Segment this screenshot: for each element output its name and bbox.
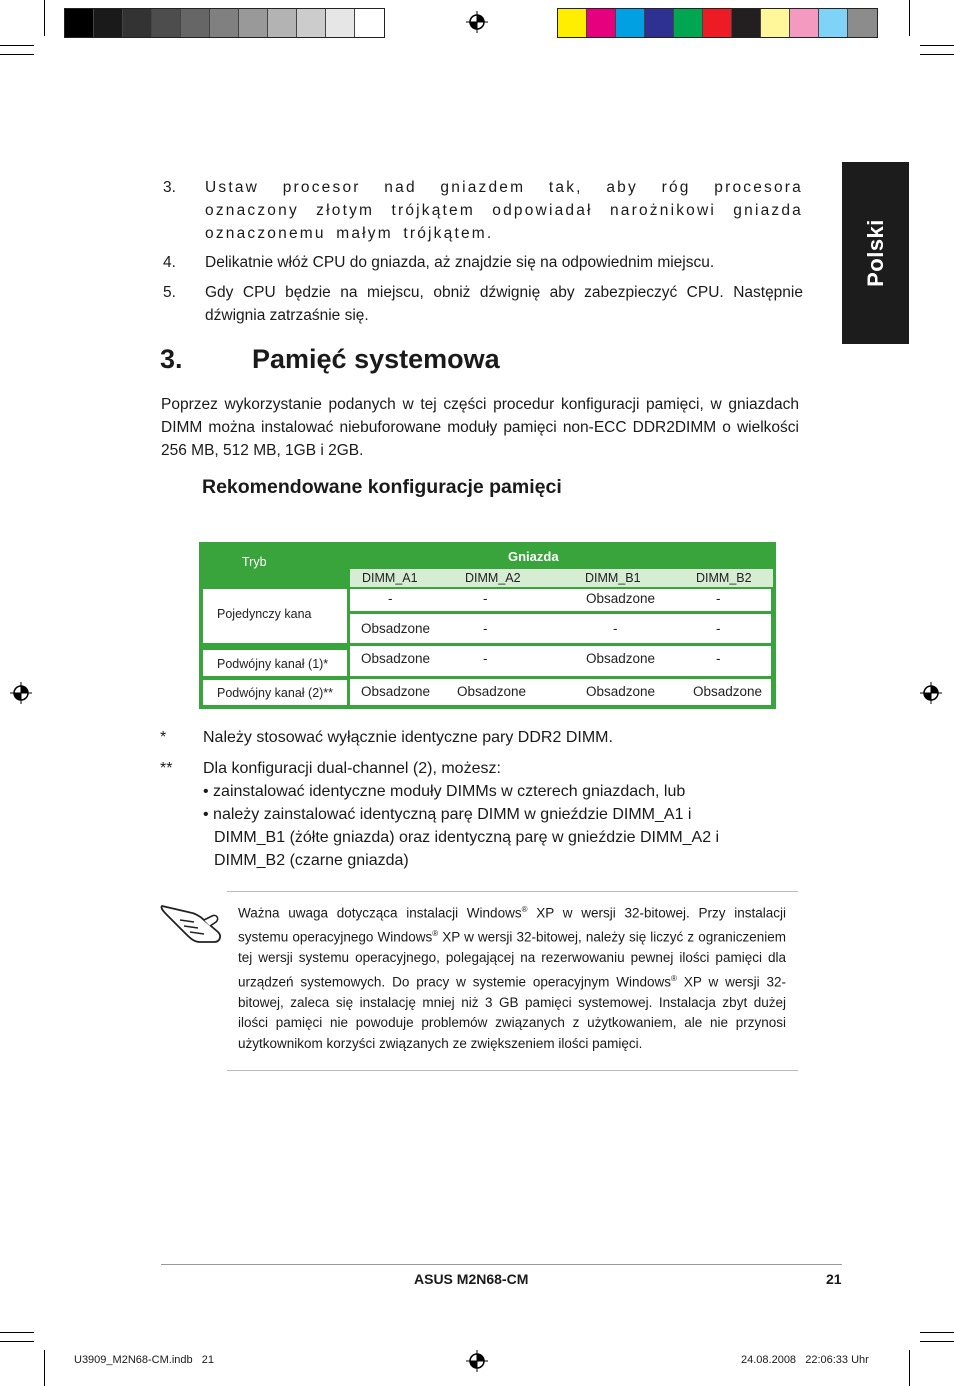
step-item — [163, 176, 803, 245]
crop-mark — [0, 45, 34, 46]
footnote-bullet: • zainstalować identyczne moduły DIMMs w czterech gniazdach, lub — [203, 783, 686, 800]
table-cell: Obsadzone — [457, 684, 527, 699]
crop-mark — [909, 0, 910, 36]
footer-model: ASUS M2N68-CM — [414, 1271, 529, 1287]
slot-name: DIMM_A2 — [465, 571, 521, 585]
page-number: 21 — [826, 1271, 842, 1287]
step-text: Gdy CPU będzie na miejscu, obniż dźwignię aby zabezpieczyć CPU. Następnie dźwignia zatrzaśnie się. — [205, 284, 803, 324]
color-swatch — [616, 9, 645, 37]
step-number: 3. — [163, 179, 176, 196]
language-tab-label: Polski — [862, 219, 888, 287]
table-row — [350, 679, 771, 705]
crop-mark — [44, 0, 45, 36]
footer-divider — [161, 1264, 842, 1265]
grayscale-color-bar — [64, 8, 385, 38]
mode-label: Pojedynczy kana — [217, 607, 312, 621]
table-row — [350, 646, 771, 676]
cmyk-color-bar — [557, 8, 878, 38]
color-swatch — [181, 9, 210, 37]
intro-paragraph: Poprzez wykorzystanie podanych w tej części procedur konfiguracji pamięci, w gniazdach DIMM można instalować niebuforowane moduły pamięci non-ECC DDR2DIMM o wielkości 256 MB, 512 MB, 1GB i 2GB. — [161, 396, 799, 459]
crop-mark — [920, 45, 954, 46]
color-swatch — [268, 9, 297, 37]
table-cell: - — [716, 591, 721, 606]
crop-mark — [920, 1332, 954, 1333]
color-swatch — [674, 9, 703, 37]
table-cell: Obsadzone — [586, 591, 656, 606]
table-cell: Obsadzone — [361, 651, 431, 666]
mode-label: Podwójny kanał (2)** — [217, 686, 334, 700]
color-swatch — [94, 9, 123, 37]
slot-name: DIMM_A1 — [362, 571, 418, 585]
step-number: 5. — [163, 284, 176, 301]
step-item — [163, 281, 803, 327]
mode-cell — [203, 680, 347, 705]
crop-mark — [0, 1341, 34, 1342]
footnote-bullet-cont: DIMM_B2 (czarne gniazda) — [214, 852, 409, 869]
windows-note — [227, 891, 798, 1071]
color-swatch — [297, 9, 326, 37]
subsection-heading: Rekomendowane konfiguracje pamięci — [202, 476, 562, 498]
slot-name: DIMM_B1 — [585, 571, 641, 585]
table-cell: Obsadzone — [586, 684, 656, 699]
crop-mark — [0, 1332, 34, 1333]
section-number: 3. — [160, 344, 183, 374]
footnote-text: Należy stosować wyłącznie identyczne pary DDR2 DIMM. — [203, 729, 613, 746]
registration-mark-icon — [466, 1350, 488, 1372]
color-swatch — [848, 9, 877, 37]
registration-mark-icon — [10, 682, 32, 704]
color-swatch — [558, 9, 587, 37]
footnote-text: Dla konfiguracji dual-channel (2), możesz: — [203, 760, 501, 777]
color-swatch — [239, 9, 268, 37]
table-cell: - — [716, 651, 721, 666]
color-swatch — [790, 9, 819, 37]
table-cell: Obsadzone — [586, 651, 656, 666]
crop-mark — [0, 54, 34, 55]
footnote-item — [160, 726, 800, 757]
table-cell: - — [483, 591, 488, 606]
table-cell: Obsadzone — [693, 684, 763, 699]
footnotes — [160, 726, 800, 872]
table-cell: - — [483, 621, 488, 636]
footnote-bullet: • należy zainstalować identyczną parę DIMM w gnieździe DIMM_A1 i — [203, 806, 692, 823]
color-swatch — [65, 9, 94, 37]
step-item — [163, 251, 803, 274]
table-row — [350, 589, 771, 611]
print-slug-date: 24.08.2008 22:06:33 Uhr — [741, 1354, 869, 1366]
table-cell: - — [483, 651, 488, 666]
table-cell: Obsadzone — [361, 684, 431, 699]
step-number: 4. — [163, 254, 176, 271]
windows-note-text: Ważna uwaga dotycząca instalacji Windows® XP w wersji 32-bitowej. Przy instalacji systemu operacyjnego Windows® XP w wersji 32-bitowej, należy się liczyć z ograniczeniem tej wersji systemu operacyjnego, polegającej na rezerwowaniu pewnej ilości pamięci dla urządzeń systemowych. Do pracy w systemie operacyjnym Windows® XP w wersji 32-bitowej, zaleca się instalację mniej niż 3 GB pamięci systemowej. Instalacja zbyt dużej ilości pamięci nie powoduje problemów związanych z użytkowaniem, ale nie przynosi użytkownikom korzyści związanych ze zwiększeniem ilości pamięci. — [238, 905, 787, 1051]
pointing-hand-icon — [160, 898, 224, 948]
crop-mark — [44, 1350, 45, 1386]
footnote-bullet-cont: DIMM_B1 (żółte gniazda) oraz identyczną parę w gnieździe DIMM_A2 i — [214, 829, 720, 846]
color-swatch — [819, 9, 848, 37]
color-swatch — [732, 9, 761, 37]
color-swatch — [326, 9, 355, 37]
step-text: Delikatnie włóż CPU do gniazda, aż znajdzie się na odpowiednim miejscu. — [205, 254, 715, 271]
memory-config-table — [199, 542, 776, 709]
mode-cell — [203, 589, 347, 643]
color-swatch — [210, 9, 239, 37]
language-tab — [842, 162, 909, 344]
registration-mark-icon — [920, 682, 942, 704]
footnote-item — [160, 757, 800, 872]
slot-name: DIMM_B2 — [696, 571, 752, 585]
mode-cell — [203, 650, 347, 676]
crop-mark — [920, 54, 954, 55]
table-cell: Obsadzone — [361, 621, 431, 636]
crop-mark — [920, 1341, 954, 1342]
color-swatch — [355, 9, 384, 37]
mode-header: Tryb — [242, 555, 267, 569]
table-cell: - — [388, 591, 393, 606]
color-swatch — [703, 9, 732, 37]
step-text: Ustaw procesor nad gniazdem tak, aby róg procesora oznaczony złotym trójkątem odpowiadał narożnikowi gniazda oznaczonemu małym trójkątem. — [205, 179, 803, 242]
table-cell: - — [716, 621, 721, 636]
footnote-mark: * — [160, 729, 167, 746]
table-row — [350, 614, 771, 643]
color-swatch — [152, 9, 181, 37]
color-swatch — [645, 9, 674, 37]
print-slug-file: U3909_M2N68-CM.indb 21 — [74, 1354, 215, 1366]
slots-header: Gniazda — [508, 549, 559, 564]
color-swatch — [587, 9, 616, 37]
registration-mark-icon — [466, 11, 488, 33]
table-cell: - — [613, 621, 618, 636]
crop-mark — [909, 1350, 910, 1386]
slot-names-row — [350, 569, 773, 587]
color-swatch — [123, 9, 152, 37]
mode-label: Podwójny kanał (1)* — [217, 657, 329, 671]
footnote-mark: ** — [160, 760, 173, 777]
section-title: Pamięć systemowa — [252, 344, 500, 374]
color-swatch — [761, 9, 790, 37]
